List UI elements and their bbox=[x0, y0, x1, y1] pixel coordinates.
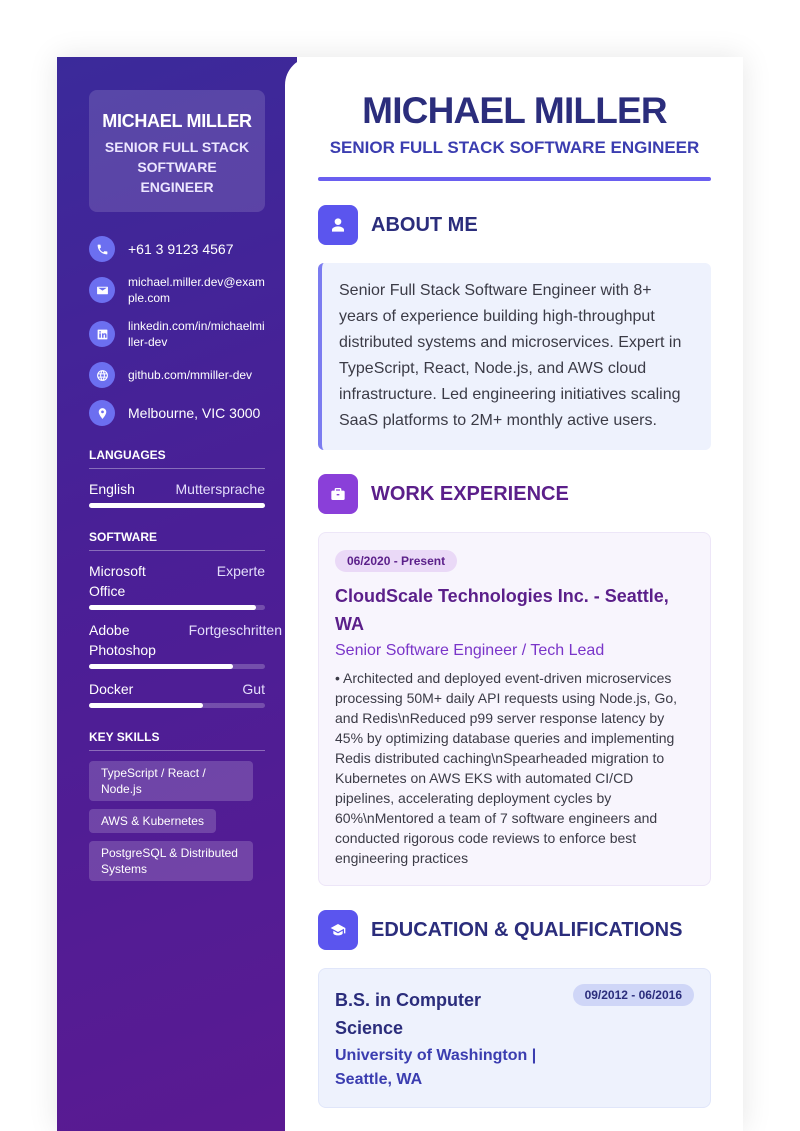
sidebar-title: SENIOR FULL STACK SOFTWARE ENGINEER bbox=[104, 139, 250, 195]
language-name: English bbox=[89, 481, 135, 497]
language-bar bbox=[89, 503, 265, 508]
languages-heading: LANGUAGES bbox=[89, 448, 265, 469]
work-section-header bbox=[318, 474, 711, 514]
contact-linkedin bbox=[89, 318, 265, 350]
software-name: Microsoft Office bbox=[89, 563, 146, 599]
contact-email-text[interactable]: michael.miller.dev@example.com bbox=[128, 275, 265, 305]
software-bar bbox=[89, 703, 265, 708]
linkedin-icon bbox=[89, 321, 115, 347]
key-skills-heading: KEY SKILLS bbox=[89, 730, 265, 751]
software-heading: SOFTWARE bbox=[89, 530, 265, 551]
software-bar bbox=[89, 605, 265, 610]
sidebar bbox=[57, 57, 297, 1131]
skill-tag: PostgreSQL & Distributed Systems bbox=[89, 841, 253, 881]
software-name: Docker bbox=[89, 681, 134, 697]
globe-icon bbox=[89, 362, 115, 388]
job-date-badge: 06/2020 - Present bbox=[335, 550, 457, 572]
contact-email bbox=[89, 274, 265, 306]
job-role: Senior Software Engineer / Tech Lead bbox=[335, 642, 605, 659]
software-level: Experte bbox=[216, 563, 265, 579]
job-company: CloudScale Technologies Inc. - Seattle, WA bbox=[335, 586, 669, 634]
contact-location bbox=[89, 400, 265, 426]
software-item bbox=[89, 561, 265, 610]
briefcase-icon bbox=[318, 474, 358, 514]
software-item bbox=[89, 679, 265, 708]
software-bar-fill bbox=[89, 664, 233, 669]
education-heading: EDUCATION & QUALIFICATIONS bbox=[371, 918, 683, 941]
software-bar-fill bbox=[89, 703, 203, 708]
language-bar-fill bbox=[89, 503, 265, 508]
email-icon bbox=[89, 277, 115, 303]
software-level: Fortgeschritten bbox=[188, 622, 282, 638]
education-section-header bbox=[318, 910, 711, 950]
skill-tag: AWS & Kubernetes bbox=[89, 809, 216, 833]
resume-page bbox=[57, 57, 743, 1131]
phone-icon bbox=[89, 236, 115, 262]
sidebar-name-card bbox=[89, 90, 265, 212]
title-divider bbox=[318, 177, 711, 181]
contact-linkedin-text[interactable]: linkedin.com/in/michaelmiller-dev bbox=[128, 319, 265, 349]
location-icon bbox=[89, 400, 115, 426]
work-heading: WORK EXPERIENCE bbox=[371, 482, 569, 505]
contact-phone bbox=[89, 236, 265, 262]
job-title: SENIOR FULL STACK SOFTWARE ENGINEER bbox=[329, 138, 700, 157]
education-date-badge: 09/2012 - 06/2016 bbox=[573, 984, 694, 1006]
software-bar bbox=[89, 664, 265, 669]
software-level: Gut bbox=[242, 681, 265, 697]
contact-location-text: Melbourne, VIC 3000 bbox=[128, 405, 261, 421]
software-item bbox=[89, 620, 282, 669]
contact-github-text[interactable]: github.com/mmiller-dev bbox=[128, 368, 253, 382]
about-section-header bbox=[318, 205, 711, 245]
contact-phone-text[interactable]: +61 3 9123 4567 bbox=[128, 241, 234, 257]
education-school: University of Washington | Seattle, WA bbox=[335, 1047, 537, 1088]
education-card bbox=[318, 968, 711, 1108]
about-text: Senior Full Stack Software Engineer with 8+ years of experience building high-throughput distributed systems and microservices. Expert in TypeScript, React, Node.js, and AWS cloud infrastructure. Led engineering initiatives scaling SaaS platforms to 2M+ monthly active users. bbox=[318, 263, 711, 450]
language-level: Muttersprache bbox=[175, 481, 265, 497]
skill-tags bbox=[89, 761, 265, 889]
contact-github bbox=[89, 362, 265, 388]
main-content bbox=[285, 57, 743, 1131]
job-description: • Architected and deployed event-driven microservices processing 50M+ daily API requests using Node.js, Go, and Redis\nReduced p99 server response latency by 45% by optimizing database queries and implementing Redis distributed caching\nSpearheaded migration to Kubernetes on AWS EKS with automated CI/CD pipelines, accelerating deployment cycles by 60%\nMentored a team of 7 software engineers and conducted rigorous code reviews to enforce best engineering practices bbox=[335, 670, 678, 866]
software-bar-fill bbox=[89, 605, 256, 610]
job-card bbox=[318, 532, 711, 886]
graduation-cap-icon bbox=[318, 910, 358, 950]
contact-list bbox=[89, 236, 265, 426]
education-degree: B.S. in Computer Science bbox=[335, 990, 482, 1038]
sidebar-name: MICHAEL MILLER bbox=[102, 111, 252, 131]
software-name: Adobe Photoshop bbox=[89, 622, 156, 658]
language-item bbox=[89, 479, 265, 508]
skill-tag: TypeScript / React / Node.js bbox=[89, 761, 253, 801]
about-heading: ABOUT ME bbox=[371, 213, 478, 236]
page-title: MICHAEL MILLER bbox=[362, 90, 667, 131]
user-icon bbox=[318, 205, 358, 245]
